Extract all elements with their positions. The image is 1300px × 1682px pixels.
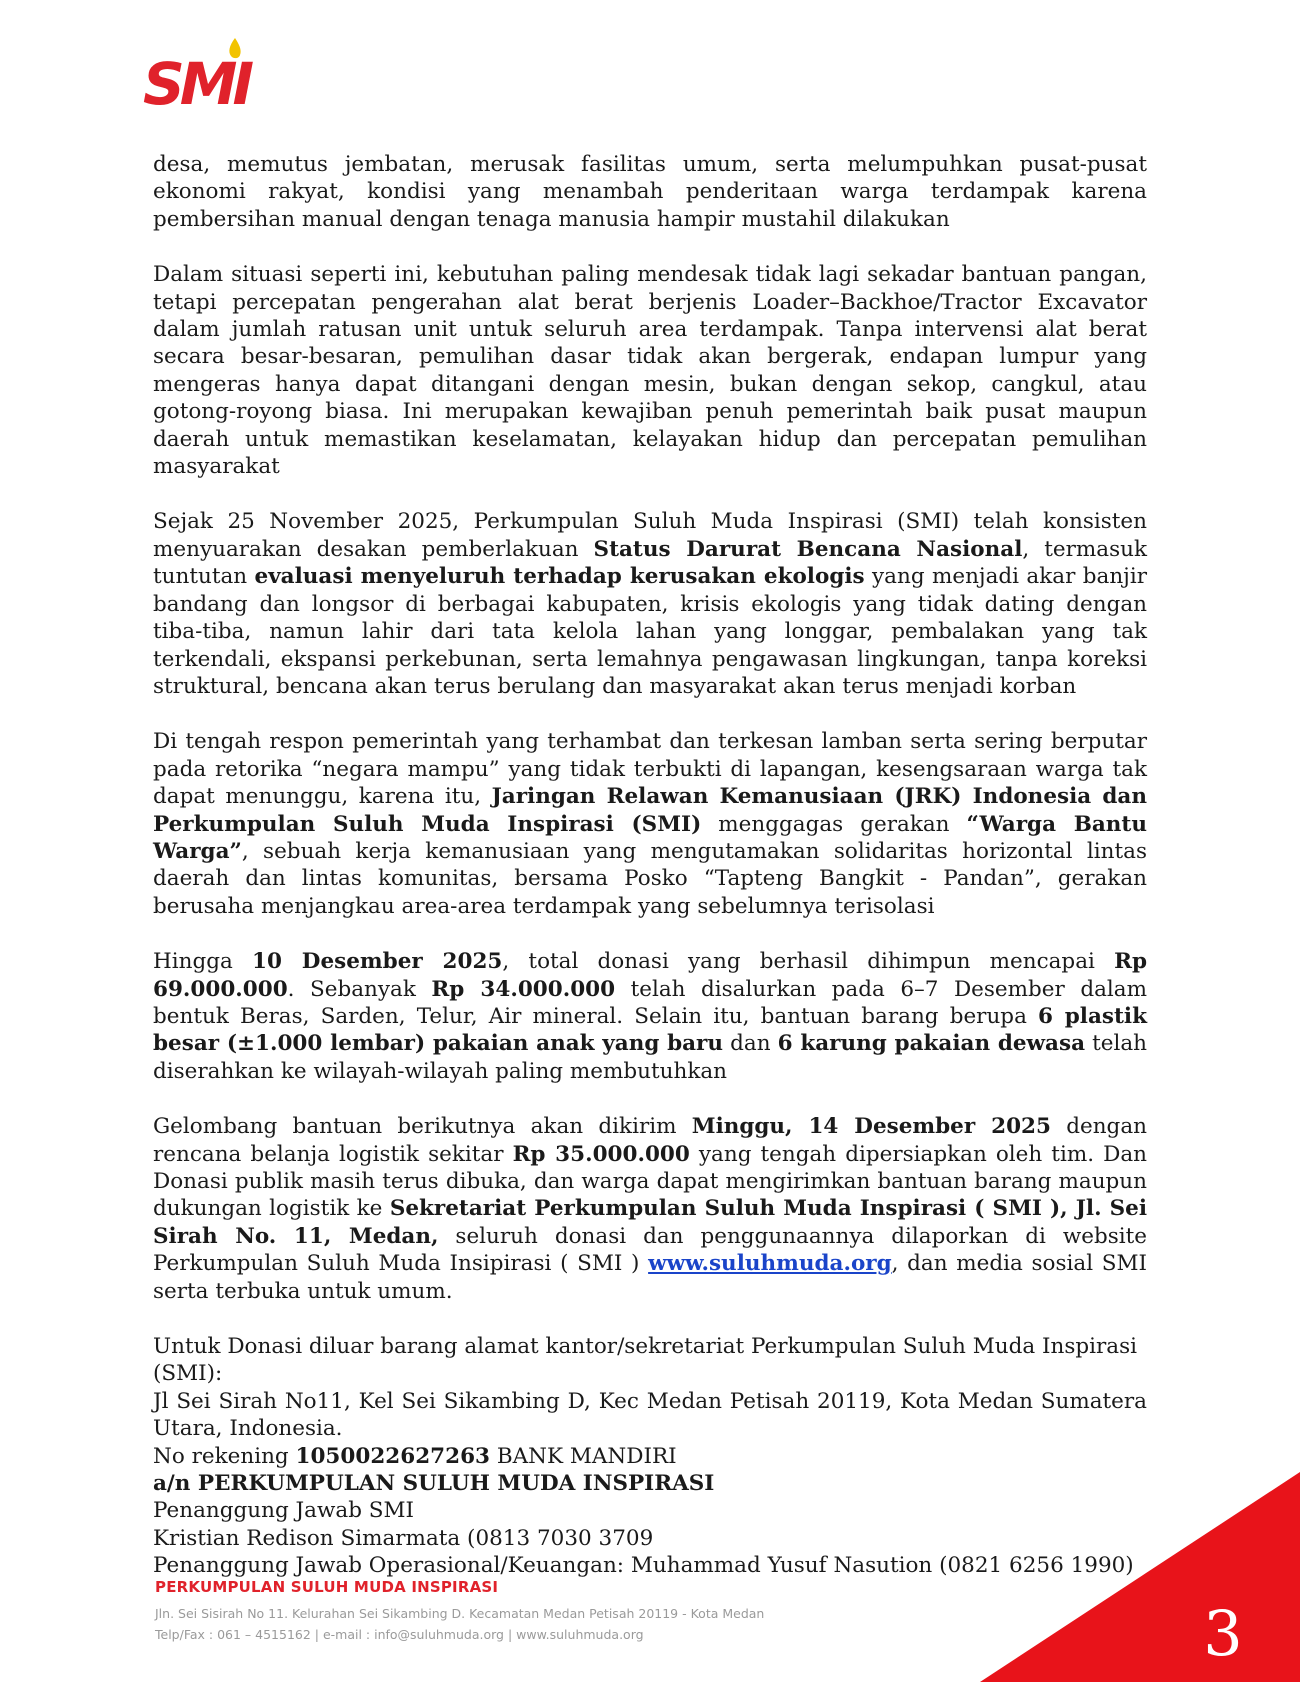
pj-name: Kristian Redison Simarmata (0813 7030 3709 [153, 1525, 654, 1551]
footer-contact: Telp/Fax : 061 – 4515162 | e-mail : info@suluhmuda.org | www.suluhmuda.org [155, 1627, 644, 1642]
account-name: a/n PERKUMPULAN SULUH MUDA INSPIRASI [153, 1471, 715, 1497]
account-line: No rekening 1050022627263 BANK MANDIRI [153, 1443, 677, 1469]
page-number: 3 [1203, 1597, 1243, 1670]
paragraph-1: desa, memutus jembatan, merusak fasilitas umum, serta melumpuhkan pusat-pusat ekonomi rakyat, kondisi yang menambah penderitaan warga terdampak karena pembersihan manual dengan tenaga manusia hampir mustahil dilakukan [153, 152, 1147, 232]
letter-body [153, 151, 1147, 1580]
ops-contact: Penanggung Jawab Operasional/Keuangan: Muhammad Yusuf Nasution (0821 6256 1990) [153, 1553, 1134, 1579]
paragraph-4: Di tengah respon pemerintah yang terhambat dan terkesan lamban serta sering berputar pada retorika “negara mampu” yang tidak terbukti di lapangan, kesengsaraan warga tak dapat menunggu, karena itu, Jaringan Relawan Kemanusiaan (JRK) Indonesia dan Perkumpulan Suluh Muda Inspirasi (SMI) menggagas gerakan “Warga Bantu Warga”, sebuah kerja kemanusiaan yang mengutamakan solidaritas horizontal lintas daerah dan lintas komunitas, bersama Posko “Tapteng Bangkit - Pandan”, gerakan berusaha menjangkau area-area terdampak yang sebelumnya terisolasi [153, 729, 1147, 919]
paragraph-6: Gelombang bantuan berikutnya akan dikirim Minggu, 14 Desember 2025 dengan rencana belanja logistik sekitar Rp 35.000.000 yang tengah dipersiapkan oleh tim. Dan Donasi publik masih terus dibuka, dan warga dapat mengirimkan bantuan barang maupun dukungan logistik ke Sekretariat Perkumpulan Suluh Muda Inspirasi ( SMI ), Jl. Sei Sirah No. 11, Medan, seluruh donasi dan penggunaannya dilaporkan di website Perkumpulan Suluh Muda Insipirasi ( SMI ) www.suluhmuda.org, dan media sosial SMI serta terbuka untuk umum. [153, 1114, 1148, 1304]
contact-intro: Untuk Donasi diluar barang alamat kantor/sekretariat Perkumpulan Suluh Muda Inspirasi (SMI): [153, 1334, 1138, 1387]
warga-bantu-warga-text: “Warga Bantu Warga” [153, 811, 1147, 864]
account-number: 1050022627263 [295, 1443, 490, 1469]
page-footer [155, 1578, 764, 1642]
website-link[interactable]: www.suluhmuda.org [648, 1251, 892, 1277]
jrk-smi-text: Jaringan Relawan Kemanusiaan (JRK) Indonesia dan Perkumpulan Suluh Muda Inspirasi (SMI) [153, 784, 1147, 837]
total-donasi: Rp 69.000.000 [153, 949, 1148, 1002]
logo-text: SMI [143, 50, 250, 108]
status-darurat-text: Status Darurat Bencana Nasional [593, 536, 1023, 562]
footer-address: Jln. Sei Sisirah No 11. Kelurahan Sei Sikambing D. Kecamatan Medan Petisah 20119 - Kota Medan [155, 1606, 765, 1621]
paragraph-2: Dalam situasi seperti ini, kebutuhan paling mendesak tidak lagi sekadar bantuan pangan, tetapi percepatan pengerahan alat berat berjenis Loader–Backhoe/Tractor Excavator dalam jumlah ratusan unit untuk seluruh area terdampak. Tanpa intervensi alat berat secara besar-besaran, pemulihan dasar tidak akan bergerak, endapan lumpur yang mengeras hanya dapat ditangani dengan mesin, bukan dengan sekop, cangkul, atau gotong-royong biasa. Ini merupakan kewajiban penuh pemerintah baik pusat maupun daerah untuk memastikan keselamatan, kelayakan hidup dan percepatan pemulihan masyarakat [153, 262, 1147, 480]
paragraph-3: Sejak 25 November 2025, Perkumpulan Suluh Muda Inspirasi (SMI) telah konsisten menyuarakan desakan pemberlakuan Status Darurat Bencana Nasional, termasuk tuntutan evaluasi menyeluruh terhadap kerusakan ekologis yang menjadi akar banjir bandang dan longsor di berbagai kabupaten, krisis ekologis yang tidak dating dengan tiba-tiba, namun lahir dari tata kelola lahan yang longgar, pembalakan yang tak terkendali, ekspansi perkebunan, serta lemahnya pengawasan lingkungan, tanpa koreksi struktural, bencana akan terus berulang dan masyarakat akan terus menjadi korban [153, 509, 1147, 699]
sekretariat-text: Sekretariat Perkumpulan Suluh Muda Inspirasi ( SMI ), Jl. Sei Sirah No. 11, Medan, [153, 1196, 1147, 1249]
contact-address: Jl Sei Sirah No11, Kel Sei Sikambing D, Kec Medan Petisah 20119, Kota Medan Sumatera Utara, Indonesia. [153, 1388, 1147, 1442]
evaluasi-text: evaluasi menyeluruh terhadap kerusakan ekologis [254, 564, 865, 590]
paragraph-5: Hingga 10 Desember 2025, total donasi yang berhasil dihimpun mencapai Rp 69.000.000. Sebanyak Rp 34.000.000 telah disalurkan pada 6–7 Desember dalam bentuk Beras, Sarden, Telur, Air mineral. Selain itu, bantuan barang berupa 6 plastik besar (±1.000 lembar) pakaian anak yang baru dan 6 karung pakaian dewasa telah diserahkan ke wilayah-wilayah paling membutuhkan [153, 949, 1148, 1084]
footer-org: PERKUMPULAN SULUH MUDA INSPIRASI [155, 1578, 499, 1596]
smi-logo [143, 36, 253, 108]
pj-title: Penanggung Jawab SMI [153, 1498, 415, 1524]
